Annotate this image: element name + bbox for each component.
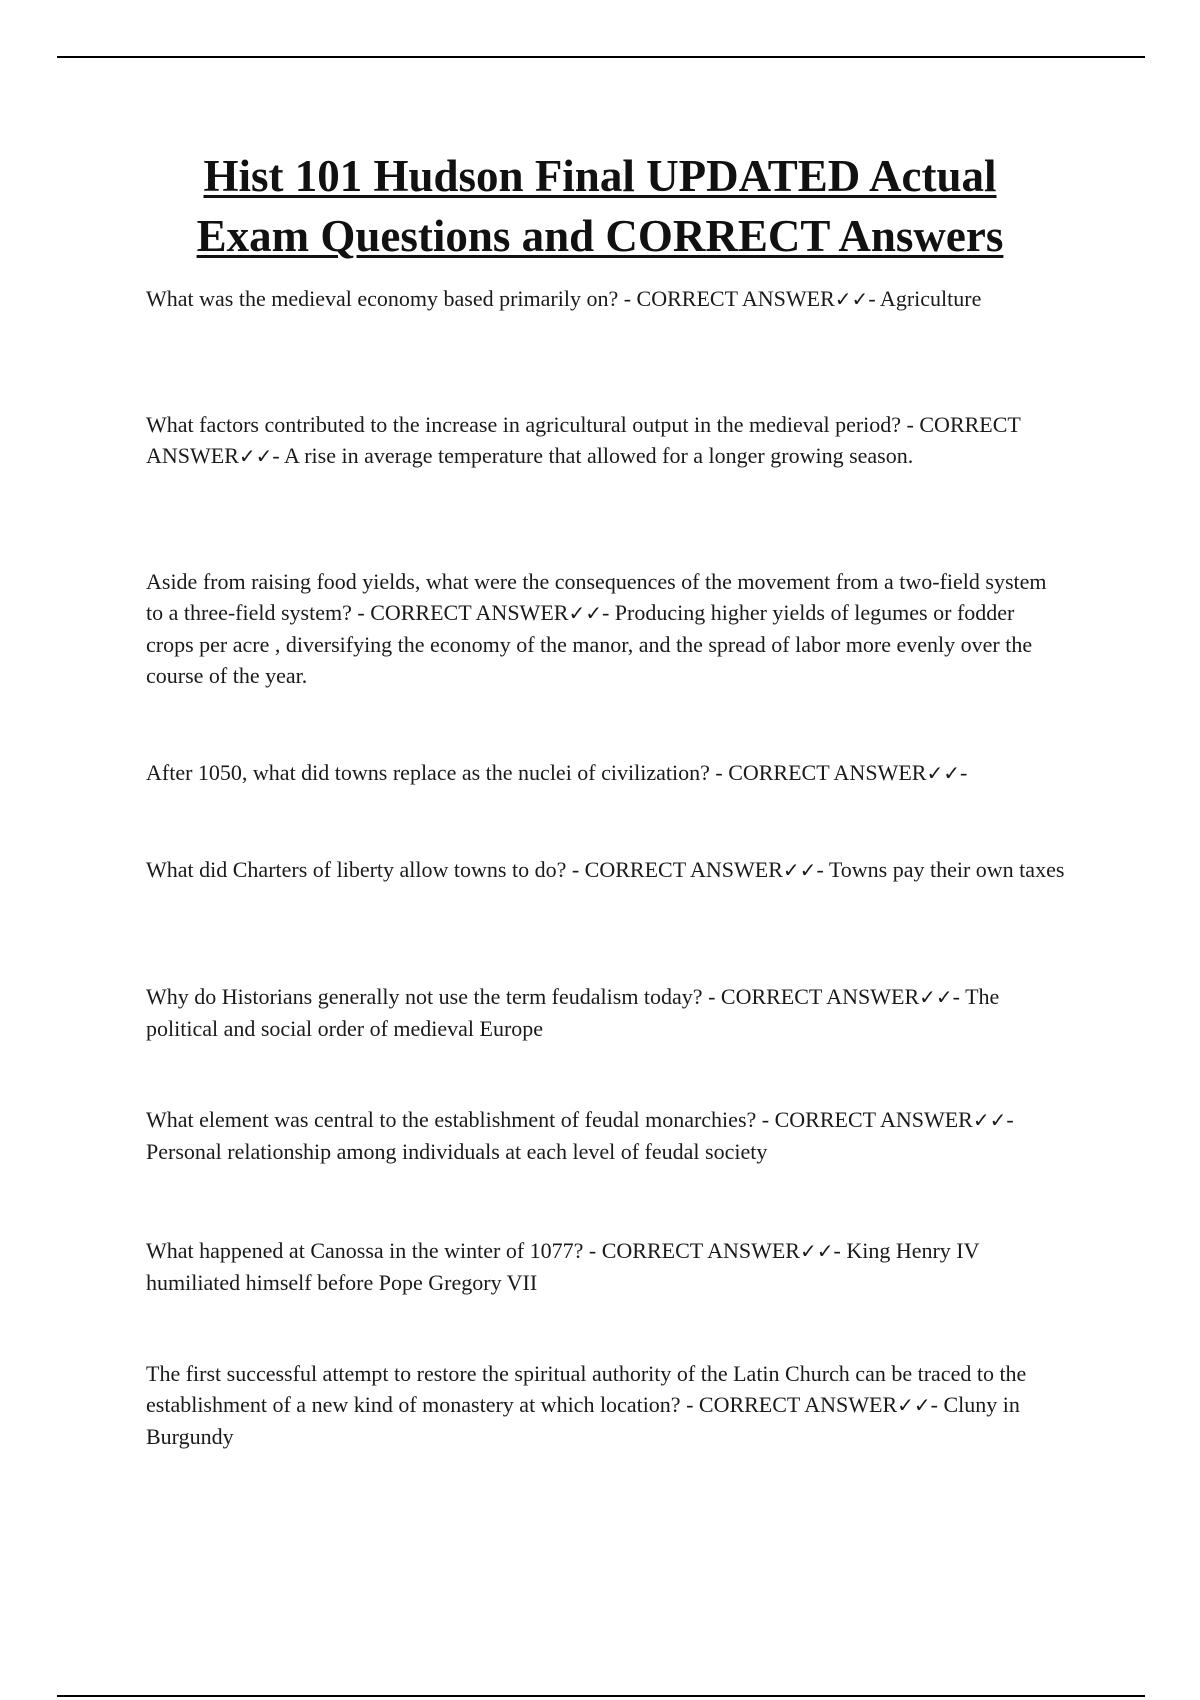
checkmark-icon: ✓✓ [782,858,817,882]
title-line-2: Exam Questions and CORRECT Answers [196,211,1004,261]
question-text: What did Charters of liberty allow towns to do? - CORRECT ANSWER [146,857,783,882]
answer-text: - Agriculture [868,286,982,311]
checkmark-icon: ✓✓ [972,1108,1007,1132]
question-text: The first successful attempt to restore the spiritual authority of the Latin Church can be traced to the establishment of a new kind of monastery at which location? - CORRECT ANSWER [146,1361,1027,1417]
checkmark-icon: ✓✓ [238,444,273,468]
question-text: What happened at Canossa in the winter of 1077? - CORRECT ANSWER [146,1238,800,1263]
document-title [0,146,1200,266]
question-text: After 1050, what did towns replace as the nuclei of civilization? - CORRECT ANSWER [146,760,927,785]
question-text: What factors contributed to the increase in agricultural output in the medieval period? - CORRECT ANSWER [146,412,1021,468]
answer-text: - A rise in average temperature that allowed for a longer growing season. [272,443,914,468]
question-text: What was the medieval economy based primarily on? - CORRECT ANSWER [146,286,835,311]
answer-text: - Producing higher yields of legumes or fodder crops per acre , diversifying the economy of the manor, and the spread of labor more evenly over the course of the year. [146,600,1033,688]
qa-item-7 [146,1104,1066,1167]
checkmark-icon: ✓✓ [926,761,960,785]
qa-item-3 [146,566,1066,691]
checkmark-icon: ✓✓ [799,1239,834,1263]
checkmark-icon: ✓✓ [568,601,602,625]
qa-item-2 [146,409,1066,472]
answer-text: - Personal relationship among individuals at each level of feudal society [146,1107,1014,1164]
footer-rule [57,1695,1145,1697]
header-rule [57,56,1145,58]
answer-text: - Towns pay their own taxes [816,857,1065,882]
answer-text: - [959,760,968,785]
qa-item-8 [146,1235,1066,1298]
answer-text: - King Henry IV humiliated himself before Pope Gregory VII [146,1238,980,1295]
qa-item-6 [146,981,1066,1044]
answer-text: - The political and social order of medieval Europe [146,984,1000,1041]
checkmark-icon: ✓✓ [919,985,953,1009]
qa-item-5 [146,854,1066,886]
qa-item-1 [146,283,1066,315]
checkmark-icon: ✓✓ [897,1393,931,1417]
checkmark-icon: ✓✓ [834,287,869,311]
answer-text: - Cluny in Burgundy [146,1392,1020,1449]
question-text: What element was central to the establishment of feudal monarchies? - CORRECT ANSWER [146,1107,973,1132]
title-line-1: Hist 101 Hudson Final UPDATED Actual [203,151,997,201]
question-text: Aside from raising food yields, what were the consequences of the movement from a two-field system to a three-field system? - CORRECT ANSWER [146,569,1047,625]
question-text: Why do Historians generally not use the term feudalism today? - CORRECT ANSWER [146,984,920,1009]
qa-item-4 [146,757,1066,789]
qa-item-9 [146,1358,1066,1452]
